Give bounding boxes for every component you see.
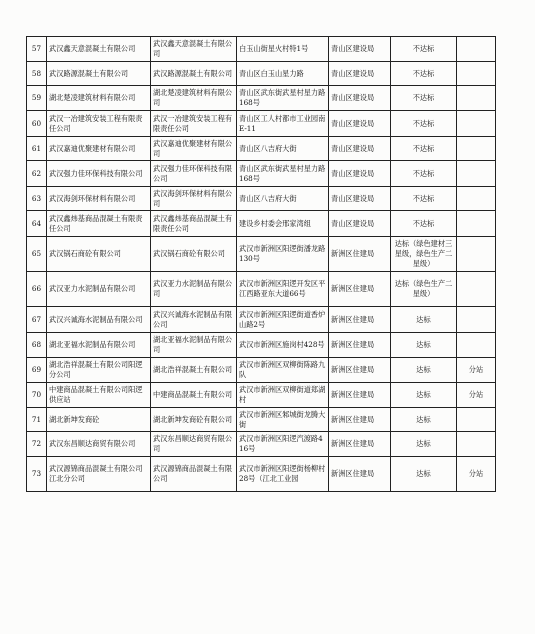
supervisor-name-cell: 武汉鑫炜基商品混凝土有限责任公司 xyxy=(151,211,237,237)
department-cell: 新洲区住建局 xyxy=(329,272,391,307)
note-cell xyxy=(457,111,496,137)
result-cell: 达标 xyxy=(391,408,457,432)
result-cell: 达标（绿色建材三星级，绿色生产二星级） xyxy=(391,237,457,272)
supervisor-name-cell: 中建商品混凝土有限公司 xyxy=(151,383,237,408)
address-cell: 武汉市新洲区双柳街陈路九队 xyxy=(237,358,329,383)
department-cell: 青山区建设局 xyxy=(329,137,391,161)
address-cell: 青山区武东街武星村星力路168号 xyxy=(237,161,329,187)
row-number-cell: 59 xyxy=(27,86,47,111)
department-cell: 新洲区住建局 xyxy=(329,457,391,492)
table-row xyxy=(27,272,496,307)
address-cell: 建设乡村委会邢家湾组 xyxy=(237,211,329,237)
company-name-cell: 武汉鑫天意混凝土有限公司 xyxy=(47,37,151,62)
result-cell: 不达标 xyxy=(391,137,457,161)
result-cell: 不达标 xyxy=(391,111,457,137)
result-cell: 达标 xyxy=(391,333,457,358)
address-cell: 武汉市新洲区阳逻街道香炉山路2号 xyxy=(237,307,329,333)
supervisor-name-cell: 武汉嘉迪优聚建材有限公司 xyxy=(151,137,237,161)
department-cell: 新洲区住建局 xyxy=(329,333,391,358)
note-cell xyxy=(457,86,496,111)
company-name-cell: 湖北楚凌建筑材料有限公司 xyxy=(47,86,151,111)
company-name-cell: 湖北亚福水泥制品有限公司 xyxy=(47,333,151,358)
supervisor-name-cell: 武汉源锦商品混凝土有限公司 xyxy=(151,457,237,492)
department-cell: 新洲区住建局 xyxy=(329,408,391,432)
supervisor-name-cell: 湖北楚凌建筑材料有限公司 xyxy=(151,86,237,111)
address-cell: 武汉市新洲区阳逻汽渡路416号 xyxy=(237,432,329,457)
address-cell: 武汉市新洲区双柳街道郑湖村 xyxy=(237,383,329,408)
table-row xyxy=(27,62,496,86)
company-name-cell: 武汉海剑环保材料有限公司 xyxy=(47,187,151,211)
row-number-cell: 64 xyxy=(27,211,47,237)
department-cell: 青山区建设局 xyxy=(329,62,391,86)
row-number-cell: 71 xyxy=(27,408,47,432)
company-name-cell: 武汉锅石商砼有限公司 xyxy=(47,237,151,272)
note-cell xyxy=(457,187,496,211)
result-cell: 不达标 xyxy=(391,211,457,237)
row-number-cell: 66 xyxy=(27,272,47,307)
address-cell: 白玉山街星火村特1号 xyxy=(237,37,329,62)
table-row xyxy=(27,432,496,457)
row-number-cell: 65 xyxy=(27,237,47,272)
result-cell: 不达标 xyxy=(391,62,457,86)
row-number-cell: 67 xyxy=(27,307,47,333)
row-number-cell: 60 xyxy=(27,111,47,137)
row-number-cell: 61 xyxy=(27,137,47,161)
row-number-cell: 57 xyxy=(27,37,47,62)
row-number-cell: 58 xyxy=(27,62,47,86)
company-name-cell: 武汉东昌顺达商贸有限公司 xyxy=(47,432,151,457)
table-body xyxy=(27,37,496,492)
supervisor-name-cell: 武汉亚力水泥制品有限公司 xyxy=(151,272,237,307)
table-row xyxy=(27,37,496,62)
company-name-cell: 武汉路源混凝土有限公司 xyxy=(47,62,151,86)
address-cell: 青山区白玉山星力路 xyxy=(237,62,329,86)
row-number-cell: 73 xyxy=(27,457,47,492)
company-name-cell: 武汉源锦商品混凝土有限公司江北分公司 xyxy=(47,457,151,492)
company-name-cell: 武汉强力佳环保科技有限公司 xyxy=(47,161,151,187)
note-cell xyxy=(457,161,496,187)
department-cell: 新洲区住建局 xyxy=(329,358,391,383)
result-cell: 达标 xyxy=(391,432,457,457)
address-cell: 武汉市新洲区阳逻开发区平江西路亚东大道66号 xyxy=(237,272,329,307)
supervisor-name-cell: 武汉海剑环保材料有限公司 xyxy=(151,187,237,211)
note-cell xyxy=(457,333,496,358)
department-cell: 青山区建设局 xyxy=(329,187,391,211)
supervisor-name-cell: 武汉兴诚海水泥制品有限公司 xyxy=(151,307,237,333)
supervisor-name-cell: 湖北新坤发商砼有限公司 xyxy=(151,408,237,432)
row-number-cell: 69 xyxy=(27,358,47,383)
table-row xyxy=(27,408,496,432)
company-name-cell: 武汉兴诚海水泥制品有限公司 xyxy=(47,307,151,333)
company-name-cell: 湖北新坤发商砼 xyxy=(47,408,151,432)
company-table xyxy=(26,36,496,492)
company-name-cell: 武汉鑫炜基商品混凝土有限责任公司 xyxy=(47,211,151,237)
company-name-cell: 武汉嘉迪优聚建材有限公司 xyxy=(47,137,151,161)
address-cell: 武汉市新洲区阳逻街潘龙路130号 xyxy=(237,237,329,272)
department-cell: 青山区建设局 xyxy=(329,161,391,187)
table-row xyxy=(27,383,496,408)
result-cell: 不达标 xyxy=(391,37,457,62)
note-cell xyxy=(457,137,496,161)
supervisor-name-cell: 武汉强力佳环保科技有限公司 xyxy=(151,161,237,187)
table-row xyxy=(27,111,496,137)
supervisor-name-cell: 武汉鑫天意混凝土有限公司 xyxy=(151,37,237,62)
table-row xyxy=(27,211,496,237)
department-cell: 新洲区住建局 xyxy=(329,307,391,333)
note-cell xyxy=(457,307,496,333)
table-row xyxy=(27,237,496,272)
note-cell xyxy=(457,272,496,307)
address-cell: 青山区八吉府大街 xyxy=(237,137,329,161)
company-name-cell: 中建商品混凝土有限公司阳逻供应站 xyxy=(47,383,151,408)
department-cell: 青山区建设局 xyxy=(329,111,391,137)
result-cell: 达标（绿色生产二星级） xyxy=(391,272,457,307)
department-cell: 青山区建设局 xyxy=(329,37,391,62)
row-number-cell: 63 xyxy=(27,187,47,211)
supervisor-name-cell: 武汉一冶建筑安装工程有限责任公司 xyxy=(151,111,237,137)
result-cell: 不达标 xyxy=(391,161,457,187)
address-cell: 青山区工人村都市工业园南E-11 xyxy=(237,111,329,137)
company-name-cell: 武汉亚力水泥制品有限公司 xyxy=(47,272,151,307)
table-row xyxy=(27,187,496,211)
note-cell: 分站 xyxy=(457,358,496,383)
result-cell: 达标 xyxy=(391,457,457,492)
note-cell xyxy=(457,237,496,272)
department-cell: 新洲区住建局 xyxy=(329,432,391,457)
address-cell: 青山区八吉府大街 xyxy=(237,187,329,211)
supervisor-name-cell: 武汉锅石商砼有限公司 xyxy=(151,237,237,272)
note-cell xyxy=(457,62,496,86)
department-cell: 新洲区住建局 xyxy=(329,383,391,408)
supervisor-name-cell: 武汉路源混凝土有限公司 xyxy=(151,62,237,86)
row-number-cell: 70 xyxy=(27,383,47,408)
note-cell xyxy=(457,211,496,237)
address-cell: 青山区武东街武星村星力路168号 xyxy=(237,86,329,111)
row-number-cell: 68 xyxy=(27,333,47,358)
supervisor-name-cell: 武汉东昌顺达商贸有限公司 xyxy=(151,432,237,457)
company-name-cell: 武汉一冶建筑安装工程有限责任公司 xyxy=(47,111,151,137)
table-row xyxy=(27,86,496,111)
table-row xyxy=(27,161,496,187)
company-name-cell: 湖北浩祥混凝土有限公司阳逻分公司 xyxy=(47,358,151,383)
table-row xyxy=(27,307,496,333)
note-cell xyxy=(457,432,496,457)
department-cell: 青山区建设局 xyxy=(329,86,391,111)
note-cell: 分站 xyxy=(457,457,496,492)
result-cell: 不达标 xyxy=(391,187,457,211)
note-cell: 分站 xyxy=(457,383,496,408)
table-row xyxy=(27,137,496,161)
table-row xyxy=(27,358,496,383)
table-row xyxy=(27,333,496,358)
supervisor-name-cell: 湖北浩祥混凝土有限公司 xyxy=(151,358,237,383)
department-cell: 青山区建设局 xyxy=(329,211,391,237)
row-number-cell: 72 xyxy=(27,432,47,457)
result-cell: 达标 xyxy=(391,358,457,383)
result-cell: 达标 xyxy=(391,307,457,333)
address-cell: 武汉市新洲区施岗村428号 xyxy=(237,333,329,358)
department-cell: 新洲区住建局 xyxy=(329,237,391,272)
address-cell: 武汉市新洲区邾城街龙腾大街 xyxy=(237,408,329,432)
result-cell: 达标 xyxy=(391,383,457,408)
note-cell xyxy=(457,37,496,62)
row-number-cell: 62 xyxy=(27,161,47,187)
supervisor-name-cell: 湖北亚福水泥制品有限公司 xyxy=(151,333,237,358)
table-row xyxy=(27,457,496,492)
address-cell: 武汉市新洲区阳逻街杨柳村28号（江北工业园 xyxy=(237,457,329,492)
note-cell xyxy=(457,408,496,432)
result-cell: 不达标 xyxy=(391,86,457,111)
